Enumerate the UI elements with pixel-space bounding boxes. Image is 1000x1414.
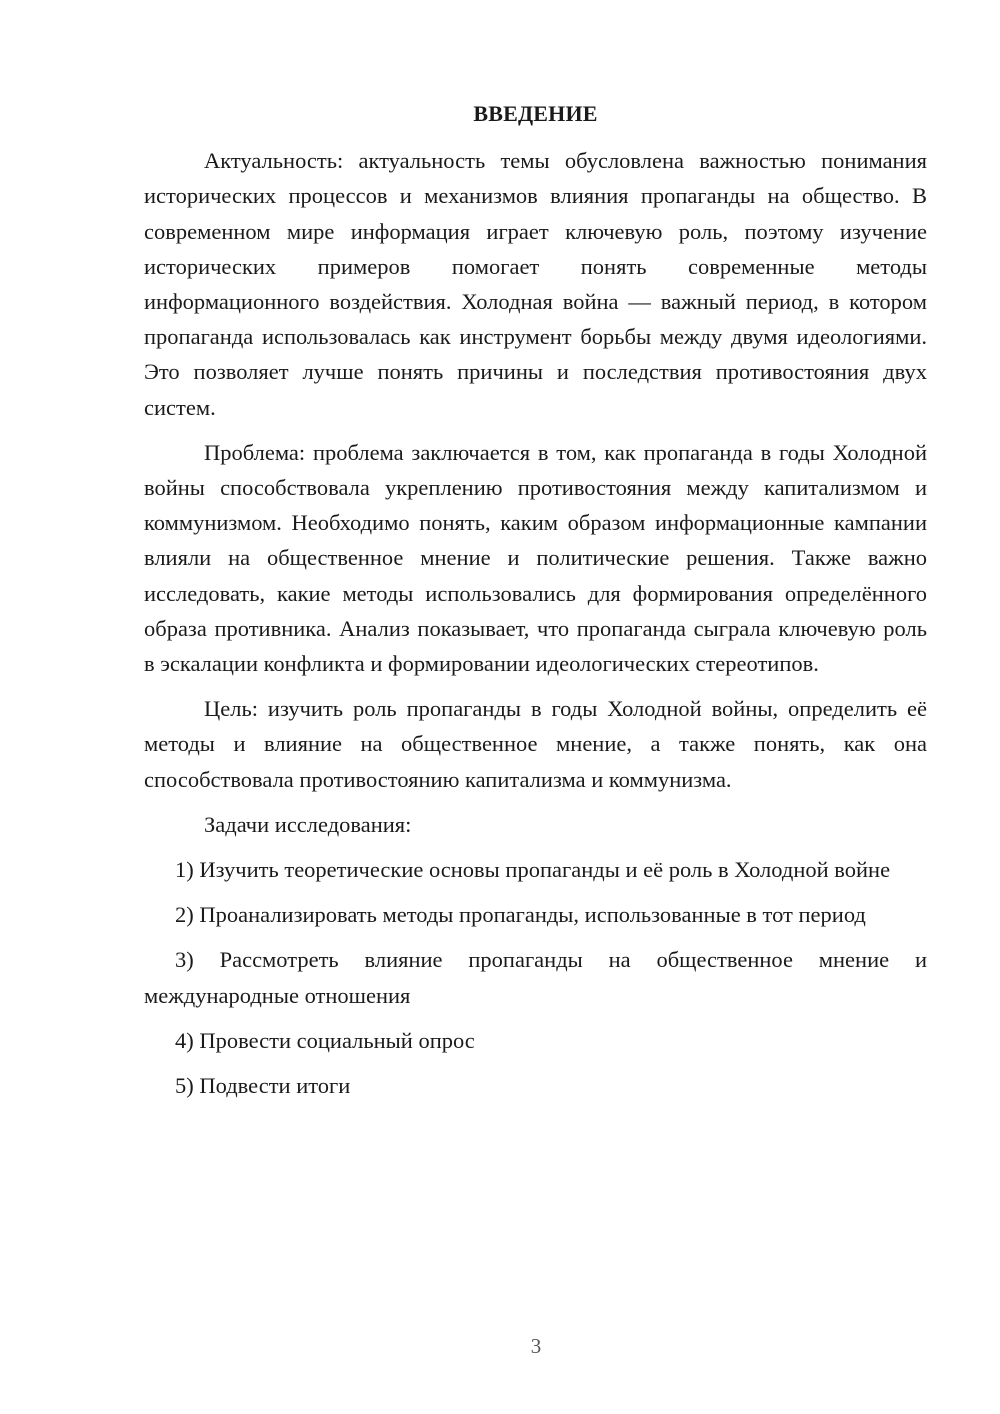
section-heading: ВВЕДЕНИЕ	[473, 101, 598, 126]
page-number: 3	[530, 1334, 542, 1358]
task-item: 1) Изучить теоретические основы пропаганды и её роль в Холодной войне	[175, 857, 891, 883]
problem-paragraph: Проблема: проблема заключается в том, как пропаганда в годы Холодной войны способствовала укреплению противостояния между капитализмом и коммунизмом. Необходимо понять, каким образом информационные кампании влияли на общественное мнение и политические решения. Также важно исследовать, какие методы использовались для формирования определённого образа противника. Анализ показывает, что пропаганда сыграла ключевую роль в эскалации конфликта и формировании идеологических стереотипов.	[144, 439, 927, 677]
task-item: 5) Подвести итоги	[175, 1073, 351, 1099]
relevance-paragraph: Актуальность: актуальность темы обусловлена важностью понимания исторических процессов и механизмов влияния пропаганды на общество. В современном мире информация играет ключевую роль, поэтому изучение исторических примеров помогает понять современные методы информационного воздействия. Холодная война — важный период, в котором пропаганда использовалась как инструмент борьбы между двумя идеологиями. Это позволяет лучше понять причины и последствия противостояния двух систем.	[144, 148, 927, 420]
page-content	[144, 96, 927, 1113]
task-item: 2) Проанализировать методы пропаганды, использованные в тот период	[175, 902, 866, 928]
task-list	[144, 852, 927, 1103]
goal-paragraph: Цель: изучить роль пропаганды в годы Холодной войны, определить её методы и влияние на общественное мнение, а также понять, как она способствовала противостоянию капитализма и коммунизма.	[144, 696, 927, 792]
task-item: 4) Провести социальный опрос	[175, 1027, 475, 1053]
tasks-intro: Задачи исследования:	[204, 811, 412, 837]
task-item: 3) Рассмотреть влияние пропаганды на общественное мнение и международные отношения	[144, 947, 927, 1008]
